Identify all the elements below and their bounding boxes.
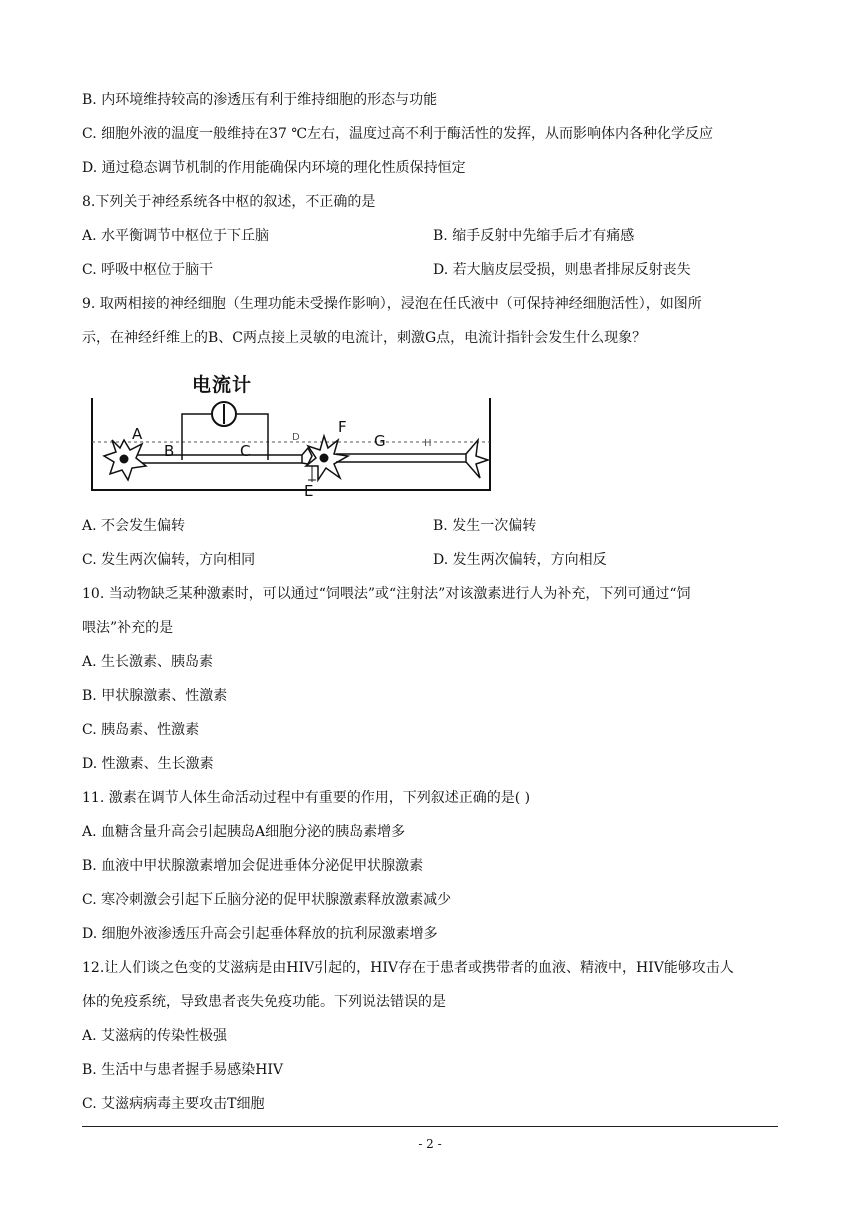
label-b: B [164,442,175,460]
label-f: F [338,418,347,436]
q12-option-c: C. 艾滋病病毒主要攻击T细胞 [82,1096,265,1112]
label-a: A [132,425,143,443]
q8-option-a: A. 水平衡调节中枢位于下丘脑 [82,228,270,244]
q8-option-b: B. 缩手反射中先缩手后才有痛感 [433,228,635,244]
q9-option-c: C. 发生两次偏转，方向相同 [82,552,256,568]
q10-option-d: D. 性激素、生长激素 [82,756,214,772]
option-line: B. 内环境维持较高的渗透压有利于维持细胞的形态与功能 [82,92,438,108]
q9-option-d: D. 发生两次偏转，方向相反 [433,552,607,568]
q12-option-b: B. 生活中与患者握手易感染HIV [82,1062,284,1078]
q10-option-b: B. 甲状腺激素、性激素 [82,688,228,704]
q11-option-a: A. 血糖含量升高会引起胰岛A细胞分泌的胰岛素增多 [82,824,406,840]
question-10-line1: 10. 当动物缺乏某种激素时，可以通过“饲喂法”或“注射法”对该激素进行人为补充，下列可通过“饲 [82,586,691,602]
label-c: C [240,442,251,460]
footer-divider [82,1126,778,1127]
question-8: 8.下列关于神经系统各中枢的叙述，不正确的是 [82,194,376,210]
q11-option-d: D. 细胞外液渗透压升高会引起垂体释放的抗利尿激素增多 [82,926,438,942]
label-e: E [304,482,314,500]
neuron-galvanometer-figure [86,370,496,510]
q10-option-a: A. 生长激素、胰岛素 [82,654,214,670]
q11-option-c: C. 寒冷刺激会引起下丘脑分泌的促甲状腺激素释放激素减少 [82,892,452,908]
q8-option-d: D. 若大脑皮层受损，则患者排尿反射丧失 [433,262,691,278]
label-g: G [374,432,386,450]
question-9-line2: 示，在神经纤维上的B、C两点接上灵敏的电流计，刺激G点，电流计指针会发生什么现象？ [82,330,647,346]
q9-option-a: A. 不会发生偏转 [82,518,186,534]
label-h: H [424,438,432,449]
q9-option-b: B. 发生一次偏转 [433,518,537,534]
option-line: D. 通过稳态调节机制的作用能确保内环境的理化性质保持恒定 [82,160,466,176]
question-12-line1: 12.让人们谈之色变的艾滋病是由HIV引起的，HIV存在于患者或携带者的血液、精液中，HIV能够攻击人 [82,960,734,976]
label-d: D [292,432,300,443]
question-11: 11. 激素在调节人体生命活动过程中有重要的作用，下列叙述正确的是( ) [82,790,531,806]
question-10-line2: 喂法”补充的是 [82,620,174,636]
figure-title: 电流计 [192,374,253,396]
question-9-line1: 9. 取两相接的神经细胞（生理功能未受操作影响），浸泡在任氏液中（可保持神经细胞活性），如图所 [82,296,702,312]
q8-option-c: C. 呼吸中枢位于脑干 [82,262,214,278]
figure-drawing [86,370,496,510]
q10-option-c: C. 胰岛素、性激素 [82,722,200,738]
page-number: - 2 - [418,1137,442,1151]
question-12-line2: 体的免疫系统，导致患者丧失免疫功能。下列说法错误的是 [82,994,446,1010]
q12-option-a: A. 艾滋病的传染性极强 [82,1028,228,1044]
option-line: C. 细胞外液的温度一般维持在37 ℃左右，温度过高不利于酶活性的发挥，从而影响体内各种化学反应 [82,126,714,142]
q11-option-b: B. 血液中甲状腺激素增加会促进垂体分泌促甲状腺激素 [82,858,424,874]
